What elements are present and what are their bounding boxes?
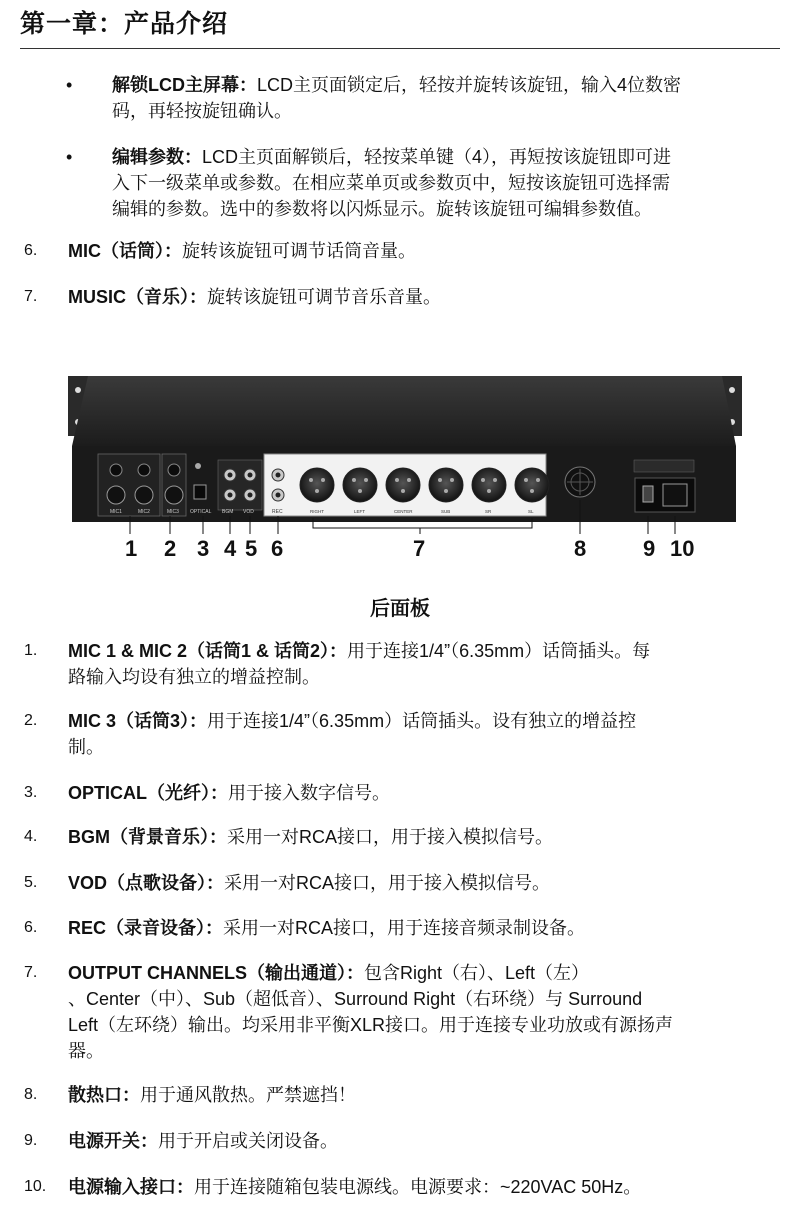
item-label: MIC（话筒）：: [68, 241, 182, 261]
item-label: OPTICAL（光纤）：: [68, 783, 228, 803]
xlr-pin-icon: [493, 478, 497, 482]
power-inlet-icon: [663, 484, 687, 506]
item-text: 用于接入数字信号。: [228, 783, 390, 803]
rca-jack-center-icon: [276, 473, 281, 478]
callout-6: 6: [271, 536, 284, 561]
xlr-jack-icon: [429, 468, 463, 502]
xlr-pin-icon: [450, 478, 454, 482]
label-mic2: MIC2: [138, 509, 150, 515]
item-number: 10.: [24, 1178, 47, 1195]
callout-10: 10: [670, 536, 695, 561]
item-label: BGM（背景音乐）：: [68, 827, 227, 847]
label-xlr-sr: SR: [485, 509, 492, 514]
chapter-title: 第一章：产品介绍: [20, 10, 229, 38]
item-text: 用于连接随箱包装电源线。电源要求：~220VAC 50Hz。: [194, 1177, 642, 1197]
bullet-text: 码，再轻按旋钮确认。: [112, 101, 292, 121]
item-number: 7.: [24, 288, 38, 305]
rca-jack-center-icon: [228, 473, 233, 478]
item-label: VOD（点歌设备）：: [68, 873, 225, 893]
mic12-block: [98, 454, 160, 516]
xlr-pin-icon: [481, 478, 485, 482]
xlr-jack-icon: [515, 468, 549, 502]
rca-jack-center-icon: [276, 493, 281, 498]
chassis-top: [72, 376, 736, 446]
item-text: 用于通风散热。严禁遮挡！: [140, 1085, 356, 1105]
xlr-pin-icon: [309, 478, 313, 482]
xlr-pin-icon: [395, 478, 399, 482]
bullet-text: LCD主页面锁定后，轻按并旋转该旋钮，输入4位数密: [257, 75, 682, 95]
item-label: 散热口：: [68, 1085, 140, 1105]
xlr-pin-icon: [444, 489, 448, 493]
callout-1: 1: [125, 536, 138, 561]
gain-knob-icon: [110, 464, 122, 476]
xlr-pin-icon: [524, 478, 528, 482]
item-number: 7.: [24, 964, 38, 981]
rack-hole-icon: [729, 387, 735, 393]
item-text: 用于连接1/4”（6.35mm）话筒插头。设有独立的增益控: [207, 711, 637, 731]
label-xlr-sl: SL: [528, 509, 534, 514]
screw-icon: [195, 463, 201, 469]
label-xlr-right: RIGHT: [310, 509, 324, 514]
item-label: MIC 3（话筒3）：: [68, 711, 208, 731]
figure-caption: 后面板: [370, 598, 430, 620]
bullet-text: 入下一级菜单或参数。在相应菜单页或参数页中，短按该旋钮可选择需: [112, 173, 670, 193]
xlr-jack-icon: [472, 468, 506, 502]
jack-mic2-icon: [135, 486, 153, 504]
xlr-pin-icon: [536, 478, 540, 482]
item-text: 采用一对RCA接口，用于接入模拟信号。: [224, 873, 551, 893]
bullet-dot-icon: •: [66, 147, 73, 167]
item-number: 4.: [24, 828, 38, 845]
item-label: OUTPUT CHANNELS（输出通道）：: [68, 963, 364, 983]
power-label-plate: [634, 460, 694, 472]
item-text: Left（左环绕）输出。均采用非平衡XLR接口。用于连接专业功放或有源扬声: [68, 1015, 674, 1035]
item-number: 2.: [24, 712, 38, 729]
jack-mic3-icon: [165, 486, 183, 504]
rack-hole-icon: [75, 387, 81, 393]
callout-5: 5: [245, 536, 258, 561]
bullet-label: 编辑参数：: [112, 147, 202, 167]
label-optical: OPTICAL: [190, 509, 212, 515]
callout-3: 3: [197, 536, 210, 561]
callout-2: 2: [164, 536, 177, 561]
xlr-pin-icon: [530, 489, 534, 493]
xlr-pin-icon: [352, 478, 356, 482]
item-text: 路输入均设有独立的增益控制。: [68, 667, 320, 687]
bullet-text: LCD主页面解锁后，轻按菜单键（4），再短按该旋钮即可进: [202, 147, 672, 167]
bullet-text: 编辑的参数。选中的参数将以闪烁显示。旋转该旋钮可编辑参数值。: [112, 199, 652, 219]
rca-jack-center-icon: [248, 493, 253, 498]
item-label: 电源输入接口：: [68, 1177, 194, 1197]
item-number: 1.: [24, 642, 38, 659]
xlr-pin-icon: [438, 478, 442, 482]
label-mic3: MIC3: [167, 509, 179, 515]
gain-knob-icon: [168, 464, 180, 476]
power-switch-icon: [643, 486, 653, 502]
label-rec: REC: [272, 509, 283, 515]
title-divider: [20, 48, 780, 49]
item-text: 旋转该旋钮可调节话筒音量。: [182, 241, 416, 261]
xlr-pin-icon: [487, 489, 491, 493]
item-text: 用于开启或关闭设备。: [158, 1131, 338, 1151]
callout-4: 4: [224, 536, 237, 561]
item-number: 6.: [24, 919, 38, 936]
item-text: 包含Right（右）、Left（左）: [364, 963, 590, 983]
label-mic1: MIC1: [110, 509, 122, 515]
callout-8: 8: [574, 536, 587, 561]
item-number: 6.: [24, 242, 38, 259]
xlr-pin-icon: [364, 478, 368, 482]
rca-jack-center-icon: [228, 493, 233, 498]
label-vod: VOD: [243, 509, 254, 515]
jack-mic1-icon: [107, 486, 125, 504]
callout-7: 7: [413, 536, 426, 561]
xlr-pin-icon: [401, 489, 405, 493]
xlr-pin-icon: [315, 489, 319, 493]
xlr-jack-icon: [300, 468, 334, 502]
callout-9: 9: [643, 536, 656, 561]
rca-jack-center-icon: [248, 473, 253, 478]
xlr-pin-icon: [407, 478, 411, 482]
bullet-dot-icon: •: [66, 75, 73, 95]
item-text: 采用一对RCA接口，用于接入模拟信号。: [227, 827, 554, 847]
gain-knob-icon: [138, 464, 150, 476]
optical-port-icon: [194, 485, 206, 499]
item-text: 器。: [68, 1041, 104, 1061]
label-xlr-sub: SUB: [441, 509, 451, 514]
item-text: 制。: [68, 737, 104, 757]
rca-block: [218, 460, 262, 510]
item-number: 3.: [24, 784, 38, 801]
bullet-label: 解锁LCD主屏幕：: [112, 75, 257, 95]
item-text: 旋转该旋钮可调节音乐音量。: [207, 287, 441, 307]
item-label: 电源开关：: [68, 1131, 158, 1151]
xlr-jack-icon: [386, 468, 420, 502]
item-number: 9.: [24, 1132, 38, 1149]
xlr-pin-icon: [321, 478, 325, 482]
label-xlr-center: CENTER: [394, 509, 413, 514]
item-text: 、Center（中）、Sub（超低音）、Surround Right（右环绕）与 Surround: [68, 989, 643, 1009]
item-label: MIC 1 & MIC 2（话筒1 & 话筒2）：: [68, 641, 348, 661]
item-text: 采用一对RCA接口，用于连接音频录制设备。: [223, 918, 586, 938]
item-number: 8.: [24, 1086, 38, 1103]
item-text: 用于连接1/4”（6.35mm）话筒插头。每: [347, 641, 651, 661]
label-xlr-left: LEFT: [354, 509, 366, 514]
mic3-block: [162, 454, 186, 516]
xlr-jack-icon: [343, 468, 377, 502]
item-label: MUSIC（音乐）：: [68, 287, 207, 307]
item-number: 5.: [24, 874, 38, 891]
xlr-pin-icon: [358, 489, 362, 493]
item-label: REC（录音设备）：: [68, 918, 224, 938]
label-bgm: BGM: [222, 509, 234, 515]
